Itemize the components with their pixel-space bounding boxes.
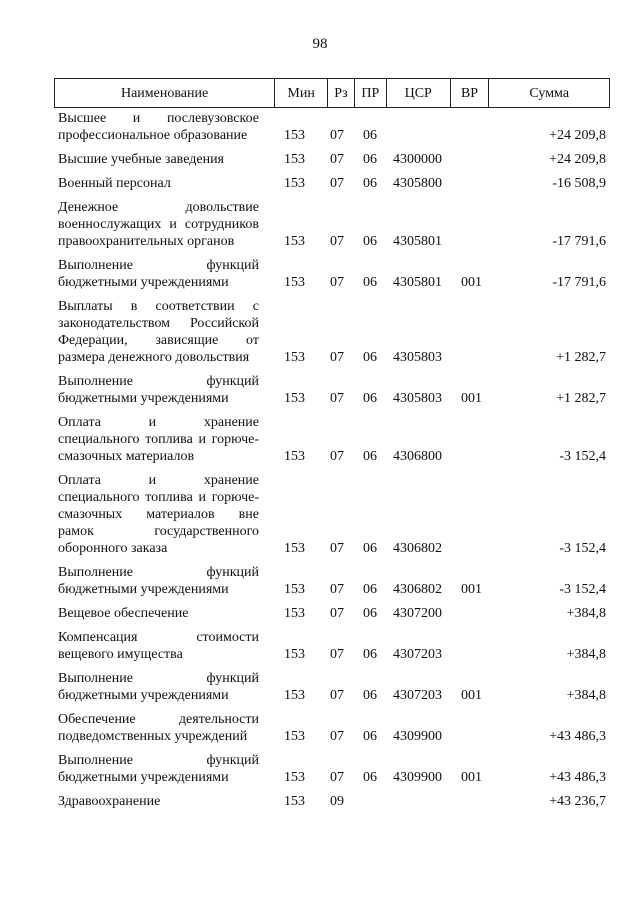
cell-vr: 001 — [461, 582, 482, 597]
cell-pr: 06 — [363, 234, 377, 249]
cell-pr: 06 — [363, 275, 377, 290]
cell-sum: -3 152,4 — [559, 449, 606, 464]
cell-vr: 001 — [461, 275, 482, 290]
cell-csr: 4309900 — [393, 729, 442, 744]
cell-min: 153 — [284, 391, 305, 406]
row-name-line: подведомственных учреждений — [58, 729, 248, 744]
table-row — [54, 752, 610, 786]
row-name — [54, 414, 275, 465]
header-min: Мин — [275, 79, 328, 107]
cell-rz: 07 — [330, 606, 344, 621]
cell-pr: 06 — [363, 176, 377, 191]
cell-vr: 001 — [461, 391, 482, 406]
cell-sum: +1 282,7 — [556, 391, 606, 406]
cell-csr: 4305801 — [393, 234, 442, 249]
row-name — [54, 110, 275, 144]
table-row — [54, 670, 610, 704]
cell-rz: 07 — [330, 647, 344, 662]
row-name-line: Выплаты в соответствии с — [58, 299, 259, 314]
cell-pr: 06 — [363, 128, 377, 143]
row-name-line: Федерации, зависящие от — [58, 333, 259, 348]
row-name — [54, 605, 275, 622]
row-name-line: смазочных материалов вне — [58, 507, 259, 522]
table-row — [54, 257, 610, 291]
table-row — [54, 472, 610, 557]
table-row — [54, 373, 610, 407]
row-name — [54, 199, 275, 250]
table-row — [54, 110, 610, 144]
table-row — [54, 199, 610, 250]
row-name — [54, 472, 275, 557]
cell-csr: 4309900 — [393, 770, 442, 785]
cell-pr: 06 — [363, 449, 377, 464]
row-name-line: Выполнение функций — [58, 374, 259, 389]
row-name — [54, 752, 275, 786]
cell-sum: -3 152,4 — [559, 582, 606, 597]
row-name-line: оборонного заказа — [58, 541, 168, 556]
cell-sum: +384,8 — [566, 606, 606, 621]
row-name — [54, 257, 275, 291]
cell-csr: 4306802 — [393, 582, 442, 597]
cell-pr: 06 — [363, 391, 377, 406]
row-name — [54, 175, 275, 192]
row-name-line: Здравоохранение — [58, 794, 161, 809]
cell-min: 153 — [284, 275, 305, 290]
cell-sum: +24 209,8 — [549, 128, 606, 143]
header-name: Наименование — [55, 79, 275, 107]
header-rz: Рз — [328, 79, 355, 107]
cell-vr: 001 — [461, 688, 482, 703]
cell-csr: 4305800 — [393, 176, 442, 191]
row-name — [54, 711, 275, 745]
cell-rz: 07 — [330, 541, 344, 556]
cell-sum: -17 791,6 — [552, 234, 606, 249]
cell-sum: +1 282,7 — [556, 350, 606, 365]
cell-csr: 4307203 — [393, 688, 442, 703]
row-name-line: Выполнение функций — [58, 258, 259, 273]
cell-sum: +43 486,3 — [549, 770, 606, 785]
page-number: 98 — [312, 36, 328, 52]
row-name-line: законодательством Российской — [58, 316, 259, 331]
row-name-line: рамок государственного — [58, 524, 259, 539]
cell-pr: 06 — [363, 541, 377, 556]
cell-sum: +43 486,3 — [549, 729, 606, 744]
cell-sum: -16 508,9 — [552, 176, 606, 191]
cell-rz: 07 — [330, 275, 344, 290]
table-header — [54, 78, 610, 108]
row-name — [54, 670, 275, 704]
row-name-line: размера денежного довольствия — [58, 350, 250, 365]
row-name-line: Выполнение функций — [58, 565, 259, 580]
row-name-line: Оплата и хранение — [58, 415, 259, 430]
table-row — [54, 414, 610, 465]
row-name-line: Военный персонал — [58, 176, 171, 191]
cell-rz: 07 — [330, 128, 344, 143]
table-body — [54, 110, 610, 810]
row-name-line: бюджетными учреждениями — [58, 770, 229, 785]
header-sum: Сумма — [529, 85, 570, 101]
cell-pr: 06 — [363, 152, 377, 167]
cell-pr: 06 — [363, 647, 377, 662]
row-name-line: бюджетными учреждениями — [58, 688, 229, 703]
cell-min: 153 — [284, 729, 305, 744]
row-name-line: Оплата и хранение — [58, 473, 259, 488]
cell-rz: 07 — [330, 582, 344, 597]
cell-min: 153 — [284, 449, 305, 464]
row-name — [54, 629, 275, 663]
table-row — [54, 175, 610, 192]
row-name-line: Вещевое обеспечение — [58, 606, 189, 621]
cell-pr: 06 — [363, 582, 377, 597]
row-name — [54, 793, 275, 810]
table-row — [54, 793, 610, 810]
row-name-line: правоохранительных органов — [58, 234, 235, 249]
cell-pr: 06 — [363, 350, 377, 365]
cell-min: 153 — [284, 152, 305, 167]
cell-csr: 4305801 — [393, 275, 442, 290]
table-row — [54, 605, 610, 622]
row-name-line: Выполнение функций — [58, 671, 259, 686]
table-row — [54, 564, 610, 598]
row-name-line: смазочных материалов — [58, 449, 195, 464]
row-name — [54, 564, 275, 598]
cell-pr: 06 — [363, 688, 377, 703]
cell-pr: 06 — [363, 606, 377, 621]
cell-csr: 4306802 — [393, 541, 442, 556]
row-name-line: Выполнение функций — [58, 753, 259, 768]
cell-min: 153 — [284, 350, 305, 365]
row-name-line: Обеспечение деятельности — [58, 712, 259, 727]
row-name — [54, 373, 275, 407]
cell-sum: +384,8 — [566, 688, 606, 703]
cell-sum: -17 791,6 — [552, 275, 606, 290]
cell-rz: 07 — [330, 449, 344, 464]
cell-csr: 4307200 — [393, 606, 442, 621]
cell-csr: 4306800 — [393, 449, 442, 464]
table-row — [54, 298, 610, 366]
cell-sum: -3 152,4 — [559, 541, 606, 556]
cell-sum: +43 236,7 — [549, 794, 606, 809]
row-name — [54, 298, 275, 366]
row-name-line: бюджетными учреждениями — [58, 582, 229, 597]
cell-rz: 07 — [330, 729, 344, 744]
cell-min: 153 — [284, 794, 305, 809]
header-csr: ЦСР — [387, 79, 451, 107]
cell-csr: 4305803 — [393, 391, 442, 406]
cell-csr: 4300000 — [393, 152, 442, 167]
cell-pr: 06 — [363, 770, 377, 785]
table-row — [54, 151, 610, 168]
cell-vr: 001 — [461, 770, 482, 785]
row-name-line: Денежное довольствие — [58, 200, 259, 215]
cell-min: 153 — [284, 606, 305, 621]
table-row — [54, 629, 610, 663]
row-name-line: Высшее и послевузовское — [58, 111, 259, 126]
table-row — [54, 711, 610, 745]
cell-min: 153 — [284, 647, 305, 662]
cell-sum: +384,8 — [566, 647, 606, 662]
row-name-line: профессиональное образование — [58, 128, 248, 143]
row-name-line: бюджетными учреждениями — [58, 275, 229, 290]
row-name-line: Компенсация стоимости — [58, 630, 259, 645]
cell-min: 153 — [284, 582, 305, 597]
cell-rz: 07 — [330, 391, 344, 406]
cell-csr: 4305803 — [393, 350, 442, 365]
cell-min: 153 — [284, 128, 305, 143]
cell-min: 153 — [284, 770, 305, 785]
header-pr: ПР — [355, 79, 387, 107]
cell-csr: 4307203 — [393, 647, 442, 662]
cell-pr: 06 — [363, 729, 377, 744]
cell-min: 153 — [284, 688, 305, 703]
row-name-line: Высшие учебные заведения — [58, 152, 224, 167]
cell-min: 153 — [284, 176, 305, 191]
cell-rz: 07 — [330, 234, 344, 249]
row-name-line: бюджетными учреждениями — [58, 391, 229, 406]
row-name — [54, 151, 275, 168]
cell-rz: 07 — [330, 688, 344, 703]
cell-rz: 07 — [330, 770, 344, 785]
row-name-line: военнослужащих и сотрудников — [58, 217, 259, 232]
cell-rz: 07 — [330, 152, 344, 167]
cell-rz: 07 — [330, 176, 344, 191]
cell-rz: 07 — [330, 350, 344, 365]
cell-min: 153 — [284, 541, 305, 556]
budget-table — [54, 78, 610, 817]
cell-sum: +24 209,8 — [549, 152, 606, 167]
row-name-line: специального топлива и горюче- — [58, 432, 259, 447]
row-name-line: специального топлива и горюче- — [58, 490, 259, 505]
cell-rz: 09 — [330, 794, 344, 809]
cell-min: 153 — [284, 234, 305, 249]
header-vr: ВР — [451, 79, 490, 107]
row-name-line: вещевого имущества — [58, 647, 183, 662]
